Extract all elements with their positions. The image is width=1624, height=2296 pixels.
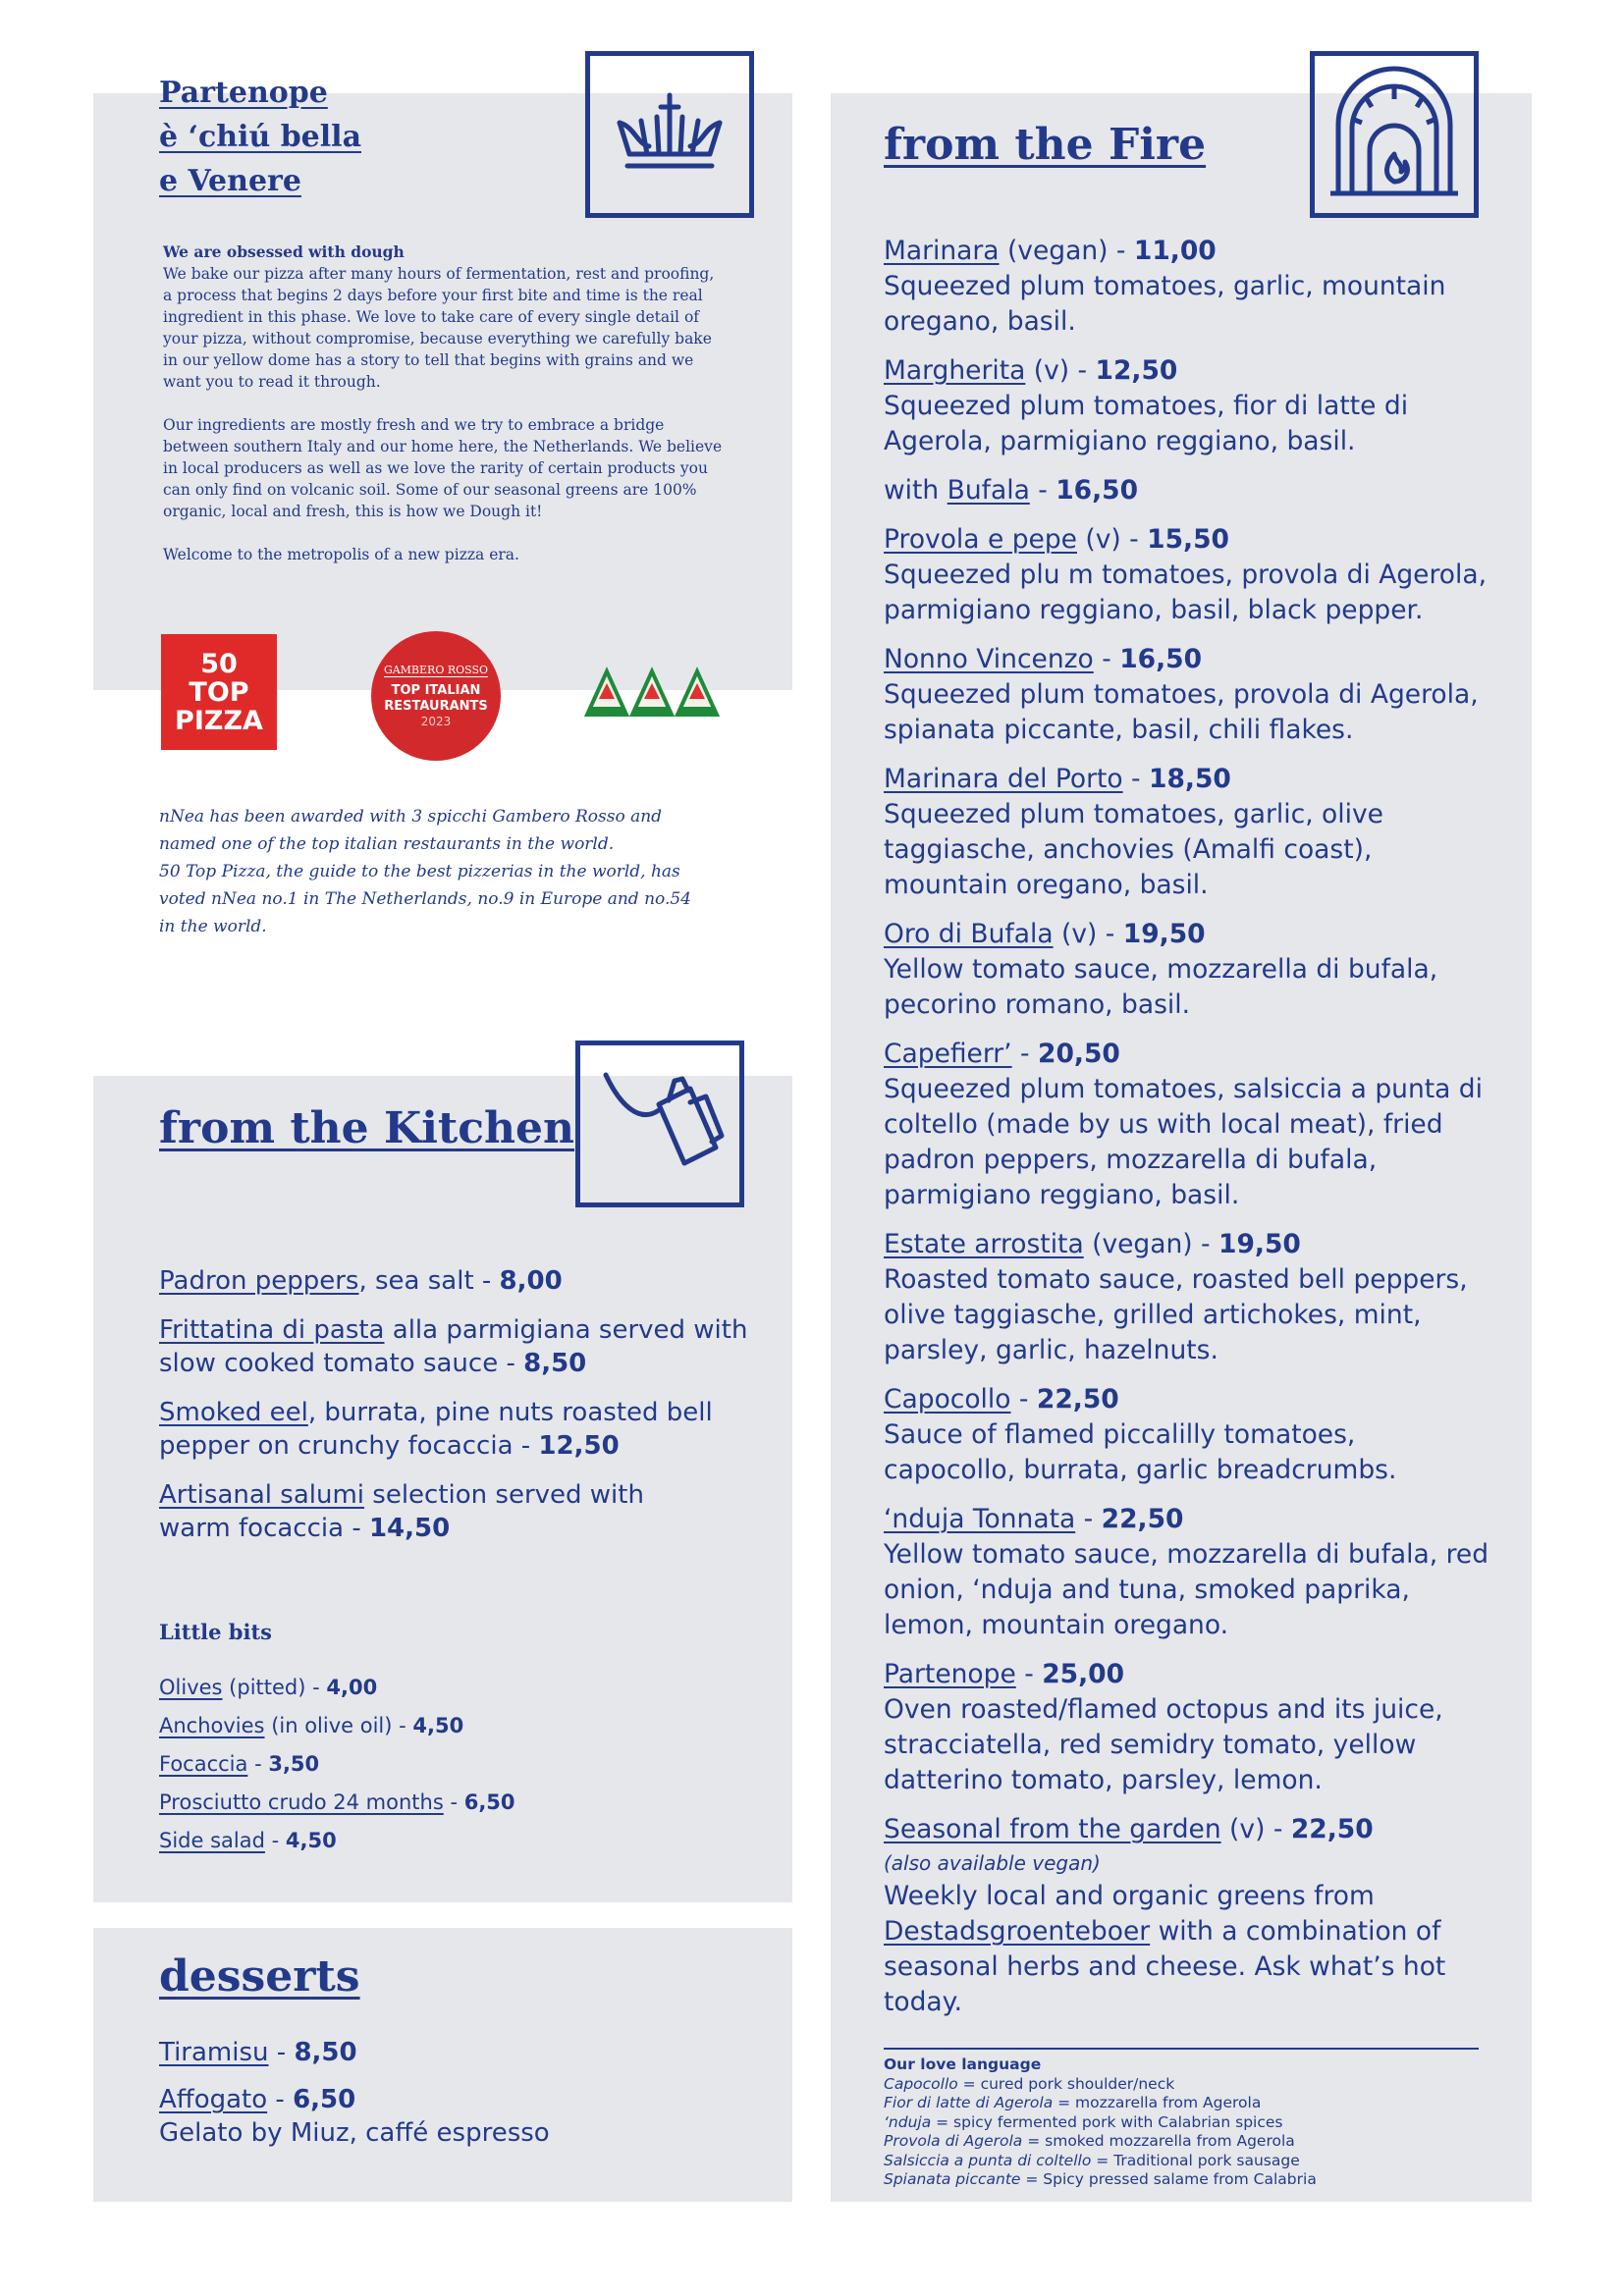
item-price: 16,50 <box>1119 644 1203 674</box>
item-price: 4,50 <box>412 1714 464 1737</box>
item-text: - <box>1122 764 1150 794</box>
item-price: 22,50 <box>1101 1504 1184 1534</box>
award-line: 50 Top Pizza, the guide to the best pizzerias in the world, has <box>159 862 680 881</box>
item-text: - <box>247 1752 269 1776</box>
list-item <box>159 1707 515 1745</box>
item-text: (v) - <box>1053 919 1123 949</box>
item-description: Squeezed plum tomatoes, provola di Agerola, spianata piccante, basil, chili flakes. <box>884 679 1479 745</box>
kitchen-title: from the Kitchen <box>159 1103 575 1153</box>
glossary-definition: = smoked mozzarella from Agerola <box>1022 2132 1295 2150</box>
item-price: 6,50 <box>463 1790 515 1814</box>
badge-text: TOP <box>189 676 249 708</box>
menu-item <box>884 1657 1492 1798</box>
item-name: Marinara del Porto <box>884 764 1123 794</box>
menu-item <box>884 917 1492 1023</box>
item-name: Marinara <box>884 236 1000 266</box>
item-text: with <box>884 475 947 506</box>
intro-paragraph: Welcome to the metropolis of a new pizza era. <box>163 546 519 563</box>
item-text: - <box>1011 1039 1039 1069</box>
item-description: Gelato by Miuz, caffé espresso <box>159 2118 550 2148</box>
menu-item <box>884 1812 1492 2020</box>
dessert-items <box>159 2036 748 2163</box>
item-name: Padron peppers <box>159 1266 359 1296</box>
badge-text: 50 <box>200 648 238 679</box>
item-price: 20,50 <box>1038 1039 1120 1069</box>
item-price: 18,50 <box>1149 764 1231 794</box>
glossary-row <box>884 2170 1479 2190</box>
item-text: selection served with warm focaccia - <box>159 1480 644 1543</box>
item-name: Oro di Bufala <box>884 919 1054 949</box>
item-price: 22,50 <box>1290 1814 1374 1844</box>
item-name: Partenope <box>884 1659 1016 1689</box>
item-description: Roasted tomato sauce, roasted bell peppers, olive taggiasche, grilled artichokes, mint, parsley, garlic, hazelnuts. <box>884 1264 1468 1365</box>
item-text: , sea salt - <box>358 1266 500 1296</box>
item-description: Yellow tomato sauce, mozzarella di bufala, pecorino romano, basil. <box>884 954 1438 1020</box>
item-price: 14,50 <box>368 1514 451 1543</box>
item-note: (also available vegan) <box>884 1851 1101 1875</box>
item-description <box>884 1879 1492 2020</box>
item-price: 15,50 <box>1147 524 1229 555</box>
menu-item <box>884 522 1492 628</box>
item-text: - <box>1029 475 1056 506</box>
item-price: 6,50 <box>293 2085 356 2114</box>
item-name: Affogato <box>159 2085 268 2114</box>
item-price: 3,50 <box>268 1752 320 1776</box>
glossary-term: Provola di Agerola <box>884 2132 1023 2150</box>
item-description: Squeezed plum tomatoes, garlic, olive taggiasche, anchovies (Amalfi coast), mountain oregano, basil. <box>884 799 1383 900</box>
item-price: 4,50 <box>285 1829 337 1852</box>
glossary-term: Capocollo <box>884 2074 958 2093</box>
intro-paragraph: Our ingredients are mostly fresh and we try to embrace a bridge between southern Italy and our home here, the Netherlands. We believe in local producers as well as we love the rarity of certain products you can only find on volcanic soil. Some of our seasonal greens are 100% organic, local and fresh, this is how we Dough it! <box>163 416 723 520</box>
item-name: ‘nduja Tonnata <box>884 1504 1076 1534</box>
desserts-title: desserts <box>159 1951 360 2002</box>
item-name: Olives <box>159 1676 223 1699</box>
menu-item <box>884 1037 1492 1213</box>
intro-title-line: e Venere <box>159 164 301 198</box>
glossary-row <box>884 2132 1479 2152</box>
item-text: (in olive oil) - <box>264 1714 413 1737</box>
item-price: 8,50 <box>294 2038 357 2067</box>
item-name: Frittatina di pasta <box>159 1315 385 1345</box>
item-text: - <box>443 1790 464 1814</box>
kitchen-items <box>159 1264 787 1561</box>
glossary-definition: = mozzarella from Agerola <box>1053 2094 1262 2111</box>
pizza-oven-icon <box>1310 51 1479 218</box>
award-line: in the world. <box>159 917 267 936</box>
glossary-row <box>884 2094 1479 2113</box>
item-name: Margherita <box>884 355 1026 386</box>
item-price: 22,50 <box>1036 1384 1119 1415</box>
item-name: Seasonal from the garden <box>884 1814 1221 1844</box>
item-name: Focaccia <box>159 1752 248 1776</box>
item-text: - <box>264 1829 286 1852</box>
item-name: Anchovies <box>159 1714 265 1737</box>
glossary-definition: = spicy fermented pork with Calabrian spices <box>931 2112 1283 2131</box>
item-text: alla parmigiana served with slow cooked tomato sauce - <box>159 1315 748 1378</box>
award-line: named one of the top italian restaurants in the world. <box>159 834 615 854</box>
menu-item <box>159 2036 748 2069</box>
menu-item <box>884 762 1492 903</box>
item-description: Squeezed plum tomatoes, garlic, mountain oregano, basil. <box>884 271 1446 337</box>
intro-title-line: Partenope <box>159 76 328 110</box>
glossary-term: Fior di latte di Agerola <box>884 2094 1054 2111</box>
item-description: Yellow tomato sauce, mozzarella di bufala, red onion, ‘nduja and tuna, smoked paprika, lemon, mountain oregano. <box>884 1539 1489 1640</box>
item-text: Weekly local and organic greens from <box>884 1881 1375 1911</box>
item-description: Sauce of flamed piccalilly tomatoes, capocollo, burrata, garlic breadcrumbs. <box>884 1419 1397 1485</box>
item-text: (vegan) - <box>999 236 1134 266</box>
item-text: - <box>1010 1384 1037 1415</box>
little-bits-title: Little bits <box>159 1620 272 1644</box>
item-name: Artisanal salumi <box>159 1480 365 1510</box>
menu-item <box>159 2083 748 2150</box>
glossary-term: Spianata piccante <box>884 2170 1021 2188</box>
badge-text: 2023 <box>420 715 452 728</box>
award-line: voted nNea no.1 in The Netherlands, no.9 in Europe and no.54 <box>159 889 691 909</box>
item-description: Oven roasted/flamed octopus and its juice, stracciatella, red semidry tomato, yellow datterino tomato, parsley, lemon. <box>884 1694 1443 1795</box>
item-text: - <box>268 2038 295 2067</box>
item-name: Nonno Vincenzo <box>884 644 1094 674</box>
item-text: (v) - <box>1025 355 1096 386</box>
item-price: 19,50 <box>1218 1229 1301 1259</box>
item-name: Estate arrostita <box>884 1229 1084 1259</box>
menu-item <box>159 1264 787 1298</box>
item-description: Squeezed plum tomatoes, salsiccia a punta di coltello (made by us with local meat), fried padron peppers, mozzarella di bufala, parmigiano reggiano, basil. <box>884 1074 1483 1210</box>
item-name: Smoked eel <box>159 1398 308 1427</box>
item-price: 4,00 <box>326 1676 378 1699</box>
item-name: Prosciutto crudo 24 months <box>159 1790 444 1814</box>
intro-text <box>163 241 723 587</box>
list-item <box>159 1784 515 1822</box>
item-text: - <box>267 2085 294 2114</box>
item-price: 11,00 <box>1133 236 1217 266</box>
item-name: Bufala <box>947 475 1030 506</box>
item-price: 16,50 <box>1056 475 1139 506</box>
badge-text: GAMBERO ROSSO <box>383 664 489 676</box>
coffee-pot-icon <box>575 1041 744 1207</box>
item-text: - <box>1093 644 1120 674</box>
item-price: 19,50 <box>1122 919 1206 949</box>
item-text: (pitted) - <box>222 1676 327 1699</box>
glossary-term: Salsiccia a punta di coltello <box>884 2151 1092 2169</box>
item-description: Squeezed plum tomatoes, fior di latte di Agerola, parmigiano reggiano, basil. <box>884 391 1409 456</box>
glossary-definition: = Traditional pork sausage <box>1091 2151 1300 2169</box>
list-item <box>159 1745 515 1784</box>
glossary-row <box>884 2152 1479 2171</box>
menu-item <box>884 1502 1492 1643</box>
badge-text: PIZZA <box>175 705 263 736</box>
award-text <box>159 803 709 940</box>
item-name: Tiramisu <box>159 2038 269 2067</box>
glossary-row <box>884 2075 1479 2095</box>
glossary-term: ‘nduja <box>884 2112 932 2131</box>
item-price: 12,50 <box>1095 355 1178 386</box>
menu-item <box>884 1382 1492 1488</box>
menu-item <box>884 353 1492 459</box>
item-price: 12,50 <box>538 1431 620 1461</box>
menu-item <box>159 1478 670 1545</box>
glossary-row <box>884 2113 1479 2133</box>
little-bits-list <box>159 1669 515 1860</box>
menu-item <box>884 1227 1492 1368</box>
item-name: Provola e pepe <box>884 524 1077 555</box>
menu-item <box>159 1313 787 1380</box>
three-spicchi-icon <box>581 664 738 722</box>
intro-heading: We are obsessed with dough <box>163 242 405 261</box>
glossary <box>884 2048 1479 2190</box>
item-text: - <box>1075 1504 1102 1534</box>
glossary-definition: = cured pork shoulder/neck <box>957 2074 1175 2093</box>
fire-items <box>884 234 1492 2034</box>
item-text: (v) - <box>1076 524 1148 555</box>
top50-pizza-badge <box>161 634 277 750</box>
list-item <box>159 1822 515 1860</box>
crown-icon <box>585 51 754 218</box>
menu-item <box>884 473 1492 508</box>
glossary-definition: = Spicy pressed salame from Calabria <box>1020 2170 1317 2188</box>
award-line: nNea has been awarded with 3 spicchi Gambero Rosso and <box>159 807 663 827</box>
item-name: Capocollo <box>884 1384 1011 1415</box>
gambero-rosso-badge <box>371 631 501 761</box>
item-text: (vegan) - <box>1083 1229 1219 1259</box>
badge-text: RESTAURANTS <box>384 699 488 714</box>
menu-item <box>884 642 1492 748</box>
intro-title-line: è ‘chiú bella <box>159 120 362 154</box>
fire-title: from the Fire <box>884 120 1207 170</box>
menu-item <box>884 234 1492 340</box>
supplier-name: Destadsgroenteboer <box>884 1916 1151 1947</box>
item-name: Side salad <box>159 1829 265 1852</box>
item-price: 8,50 <box>523 1349 587 1378</box>
item-text: (v) - <box>1220 1814 1291 1844</box>
item-text: with a combination of seasonal herbs and cheese. Ask what’s hot today. <box>884 1916 1446 2017</box>
intro-title <box>159 71 552 203</box>
list-item <box>159 1669 515 1707</box>
item-text: , burrata, pine nuts roasted bell pepper on crunchy focaccia - <box>159 1398 713 1461</box>
badge-text: TOP ITALIAN <box>391 683 481 698</box>
item-price: 8,00 <box>499 1266 563 1296</box>
item-description: Squeezed plu m tomatoes, provola di Agerola, parmigiano reggiano, basil, black pepper. <box>884 560 1488 625</box>
menu-item <box>159 1396 768 1463</box>
intro-paragraph: We bake our pizza after many hours of fermentation, rest and proofing, a process that begins 2 days before your first bite and time is the real ingredient in this phase. We love to take care of every single detail of your pizza, without compromise, because everything we carefully bake in our yellow dome has a story to tell that begins with grains and we want you to read it through. <box>163 265 715 391</box>
item-text: - <box>1015 1659 1043 1689</box>
item-price: 25,00 <box>1042 1659 1125 1689</box>
glossary-title: Our love language <box>884 2056 1042 2073</box>
item-name: Capefierr’ <box>884 1039 1012 1069</box>
